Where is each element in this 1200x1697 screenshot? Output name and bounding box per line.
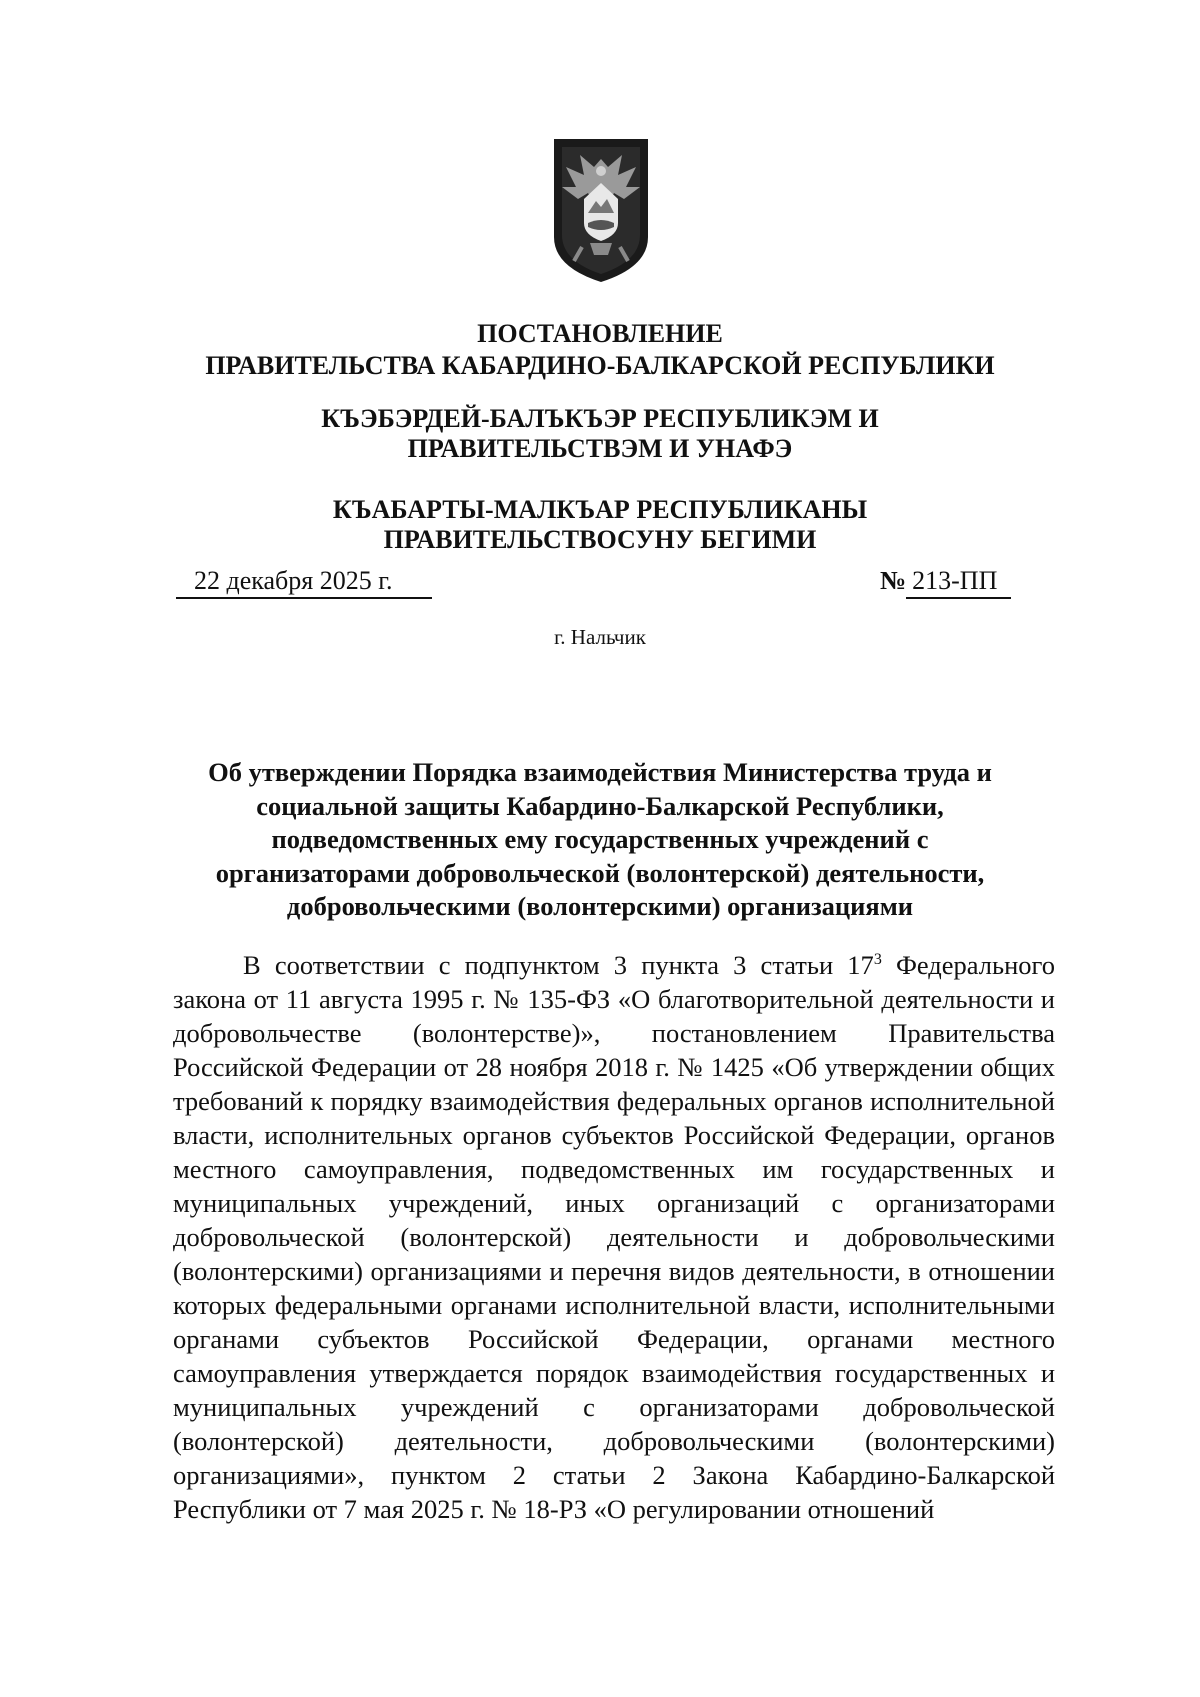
body-text-start: В соответствии с подпунктом 3 пункта 3 статьи 17 — [243, 950, 874, 980]
body-paragraph — [173, 948, 1055, 1526]
issuing-authority-balkar: КЪАБАРТЫ-МАЛКЪАР РЕСПУБЛИКАНЫ ПРАВИТЕЛЬСТВОСУНУ БЕГИМИ — [332, 495, 868, 554]
issuing-authority: ПРАВИТЕЛЬСТВА КАБАРДИНО-БАЛКАРСКОЙ РЕСПУБЛИКИ — [205, 351, 995, 380]
document-title: Об утверждении Порядка взаимодействия Министерства труда и социальной защиты Кабардино-Балкарской Республики, подведомственных ему государственных учреждений с организаторами добровольческой (волонтерской) деятельности, добровольческими (волонтерскими) организациями — [208, 757, 992, 921]
document-date: 22 декабря 2025 г. — [176, 565, 432, 599]
document-type: ПОСТАНОВЛЕНИЕ — [477, 319, 723, 348]
document-city: г. Нальчик — [554, 625, 646, 649]
number-label: № — [880, 566, 907, 595]
coat-of-arms-icon — [552, 137, 650, 284]
document-number — [880, 565, 1011, 599]
article-superscript: 3 — [873, 951, 882, 969]
number-value: 213-ПП — [906, 565, 1011, 599]
body-text-rest: Федерального закона от 11 августа 1995 г. № 135-ФЗ «О благотворительной деятельности и добровольчестве (волонтерстве)», постановлением Правительства Российской Федерации от 28 ноября 2018 г. № 1425 «Об утверждении общих требований к порядку взаимодействия федеральных органов исполнительной власти, исполнительных органов субъектов Российской Федерации, органов местного самоуправления, подведомственных им государственных и муниципальных учреждений, иных организаций с организаторами добровольческой (волонтерской) деятельности и добровольческими (волонтерскими) организациями и перечня видов деятельности, в отношении которых федеральными органами исполнительной власти, исполнительными органами субъектов Российской Федерации, органами местного самоуправления утверждается порядок взаимодействия государственных и муниципальных учреждений с организаторами добровольческой (волонтерской) деятельности, добровольческими (волонтерскими) организациями», пунктом 2 статьи 2 Закона Кабардино-Балкарской Республики от 7 мая 2025 г. № 18-РЗ «О регулировании отношений — [173, 950, 1056, 1524]
issuing-authority-kabardian: КЪЭБЭРДЕЙ-БАЛЪКЪЭР РЕСПУБЛИКЭМ И ПРАВИТЕЛЬСТВЭМ И УНАФЭ — [321, 404, 879, 463]
